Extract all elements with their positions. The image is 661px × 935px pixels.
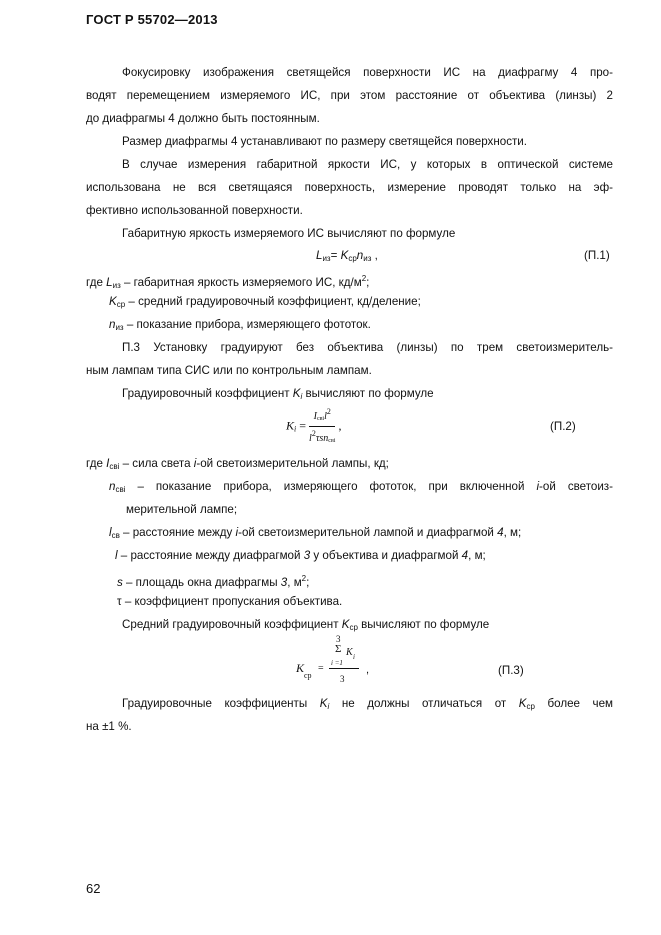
p1-line2: водят перемещением измеряемого ИС, при этом расстояние от объектива (линзы) 2 [86,89,613,102]
where2-item-n-cont: мерительной лампе; [126,503,238,516]
formula-p2-fraction: $\frac{Iсвil^2}{l^2\tau snсвi}$ [309,407,336,444]
formula-label-p2: (П.2) [550,420,576,433]
formula-label-p3: (П.3) [498,664,524,677]
p4-line1: Габаритную яркость измеряемого ИС вычисляют по формуле [122,227,456,240]
p8-line2: на ±1 %. [86,720,132,733]
where2-item-n: $n_{свi}$ – показание прибора, измеряющего фототок, при включенной i-ой светоиз- [109,480,613,494]
where1-item-k: $K_{ср}$ – средний градуировочный коэффициент, кд/деление; [109,295,421,309]
where2-item-i: где $I_{свi}$ – сила света i-ой светоизмерительной лампы, кд; [86,457,389,471]
where2-item-l: l – расстояние между диафрагмой 3 у объектива и диафрагмой 4, м; [115,549,486,562]
page-number: 62 [86,881,101,896]
where2-item-lsv: $l_{св}$ – расстояние между i-ой светоизмерительной лампой и диафрагмой 4, м; [109,526,522,540]
p3-line3: фективно использованной поверхности. [86,204,303,217]
p6-line1: Градуировочный коэффициент $K_i$ вычисляют по формуле [122,387,434,401]
where1-item-l: где $L_{из}$ – габаритная яркость измеряемого ИС, $кд/м^2$; [86,274,370,290]
p5-line1: П.3 Установку градуируют без объектива (линзы) по трем светоизмеритель- [122,341,613,354]
p2-line1: Размер диафрагмы 4 устанавливают по размеру светящейся поверхности. [122,135,527,148]
p3-line2: использована не вся светящаяся поверхность, измерение проводят только на эф- [86,181,613,194]
p7-line1: Средний градуировочный коэффициент $K_{ср}$ вычисляют по формуле [122,618,490,632]
where2-item-tau: τ – коэффициент пропускания объектива. [117,595,343,608]
p5-line2: ным лампам типа СИС или по контрольным лампам. [86,364,372,377]
formula-label-p1: (П.1) [584,249,610,262]
formula-p1: $L_{из}= K_{ср}n_{из}$ , [316,249,378,263]
p8-line1: Градуировочные коэффициенты $K_i$ не должны отличаться от $K_{ср}$ более чем [122,697,613,711]
p3-line1: В случае измерения габаритной яркости ИС, у которых в оптической системе [122,158,613,171]
formula-p3: K ср = 3 Σ K i i =1 3 , [296,634,370,684]
p1-line3: до диафрагмы 4 должно быть постоянным. [86,112,320,125]
document-header: ГОСТ Р 55702—2013 [86,12,218,27]
p1-line1: Фокусировку изображения светящейся поверхности ИС на диафрагму 4 про- [122,66,613,79]
where2-item-s: s – площадь окна диафрагмы 3, $м^2$; [117,574,310,589]
formula-p2: $K_i$ = $\frac{Iсвil^2}{l^2\tau snсвi}$ , [286,406,341,447]
where1-item-n: $n_{из}$ – показание прибора, измеряющего фототок. [109,318,371,332]
